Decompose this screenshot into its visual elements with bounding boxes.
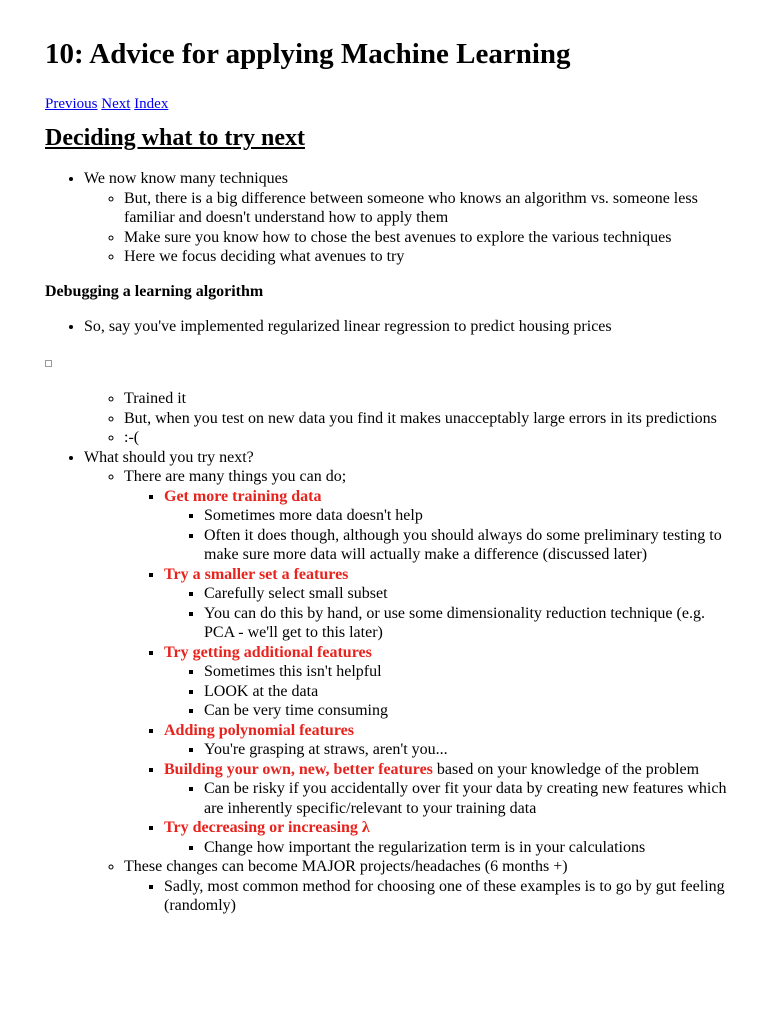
previous-link[interactable]: Previous [45, 96, 98, 112]
list-item: ▪ Sometimes more data doesn't help [204, 506, 738, 526]
list-item: ◦ But, when you test on new data you find it makes unacceptably large errors in its predictions [124, 409, 738, 429]
list-item [84, 169, 738, 267]
option-label: Get more training data [164, 487, 322, 505]
option-additional [164, 643, 738, 721]
list-item [84, 448, 738, 916]
list-item [124, 467, 738, 857]
intro-list [45, 169, 738, 267]
list-item: ▪ LOOK at the data [204, 682, 738, 702]
broken-image-icon [45, 360, 52, 367]
option-sublist [164, 779, 738, 818]
list-item: ▪ Can be very time consuming [204, 701, 738, 721]
list-item: ▪ Sometimes this isn't helpful [204, 662, 738, 682]
list-item: ▪ Can be risky if you accidentally over fit your data by creating new features which are inherently specific/relevant to your training data [204, 779, 738, 818]
option-lambda [164, 818, 738, 857]
index-link[interactable]: Index [134, 96, 169, 112]
list-item: ◦ Trained it [124, 389, 738, 409]
nav-links [45, 95, 738, 113]
intro-sublist [84, 189, 738, 267]
list-item: ▪ You're grasping at straws, aren't you... [204, 740, 738, 760]
list-item [84, 389, 738, 448]
page-title: 10: Advice for applying Machine Learning [45, 38, 571, 70]
list-item: ◦ :-( [124, 428, 738, 448]
list-item-text: What should you try next? [84, 448, 254, 466]
option-sublist [164, 584, 738, 643]
list-item: ▪ Sadly, most common method for choosing one of these examples is to go by gut feeling (randomly) [164, 877, 738, 916]
option-label: Adding polynomial features [164, 721, 354, 739]
option-label: Try getting additional features [164, 643, 372, 661]
list-item: ◦ But, there is a big difference between someone who knows an algorithm vs. someone less familiar and doesn't understand how to apply them [124, 189, 738, 228]
scenario-sublist [84, 389, 738, 448]
option-smaller-set [164, 565, 738, 643]
option-sublist [164, 662, 738, 721]
option-sublist [164, 506, 738, 565]
list-item: ◦ Make sure you know how to chose the best avenues to explore the various techniques [124, 228, 738, 248]
list-item: ▪ Carefully select small subset [204, 584, 738, 604]
subheading: Debugging a learning algorithm [45, 282, 264, 300]
scenario-list [45, 317, 738, 337]
next-link[interactable]: Next [101, 96, 131, 112]
list-item [124, 857, 738, 916]
option-sublist [164, 838, 738, 858]
list-item: ▪ Change how important the regularization term is in your calculations [204, 838, 738, 858]
option-polynomial [164, 721, 738, 760]
next-sublist [84, 467, 738, 916]
list-item-text: These changes can become MAJOR projects/headaches (6 months +) [124, 858, 568, 875]
option-more-data [164, 487, 738, 565]
options-list [124, 487, 738, 858]
option-building [164, 760, 738, 819]
section-heading: Deciding what to try next [45, 125, 305, 151]
option-label: Try decreasing or increasing λ [164, 819, 370, 836]
list-item: ▪ You can do this by hand, or use some dimensionality reduction technique (e.g. PCA - we'll get to this later) [204, 604, 738, 643]
option-label: Try a smaller set a features [164, 565, 349, 583]
list-item: ▪ Often it does though, although you should always do some preliminary testing to make sure more data will actually make a difference (discussed later) [204, 526, 738, 565]
list-item-text: There are many things you can do; [124, 468, 347, 485]
option-sublist [164, 740, 738, 760]
option-label: Building your own, new, better features [164, 760, 433, 778]
option-label-rest: based on your knowledge of the problem [432, 760, 700, 778]
list-item-text: We now know many techniques [84, 170, 288, 187]
main-list [45, 389, 738, 916]
list-item: ◦ Here we focus deciding what avenues to try [124, 247, 738, 267]
list-item: • So, say you've implemented regularized linear regression to predict housing prices [84, 317, 738, 337]
major-sublist [124, 877, 738, 916]
